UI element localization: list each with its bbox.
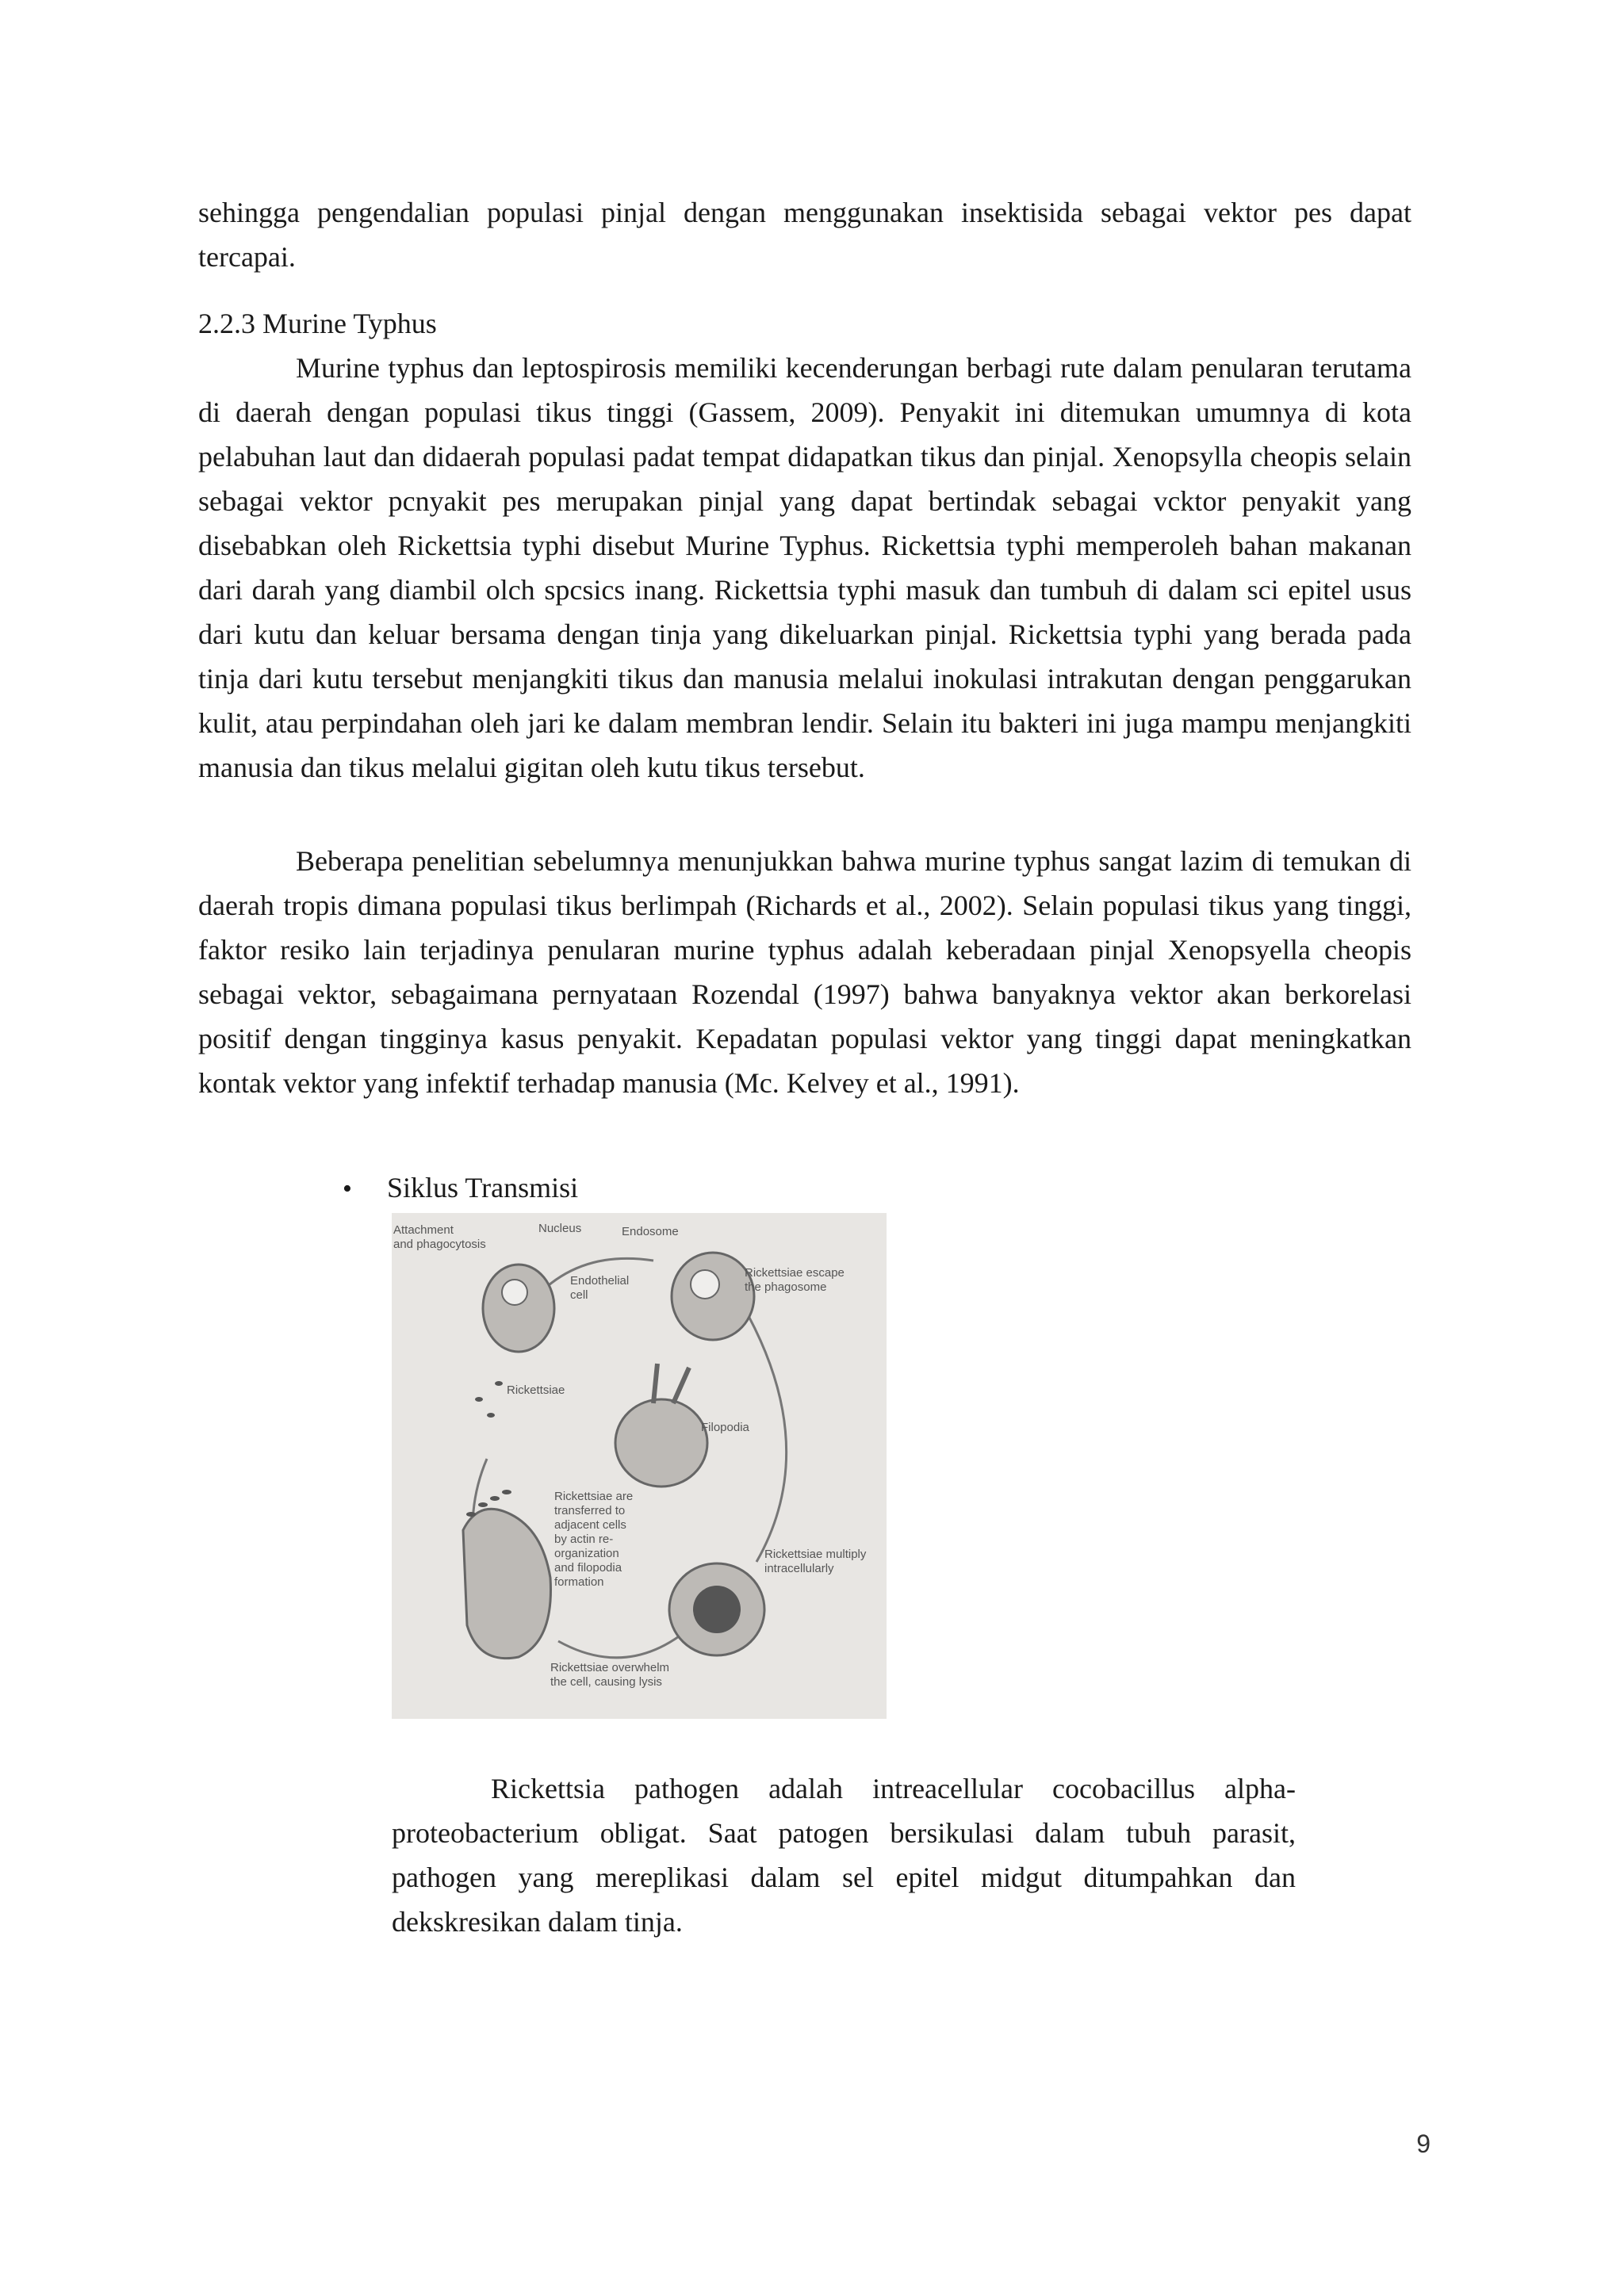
- bullet-item: [343, 1165, 578, 1211]
- phagosome-shape: [691, 1270, 719, 1299]
- bullet-label: Siklus Transmisi: [387, 1172, 579, 1203]
- svg-text:organization: organization: [554, 1547, 619, 1560]
- transmission-cycle-figure: [392, 1213, 887, 1719]
- label-overwhelm-1: Rickettsiae overwhelm: [550, 1661, 670, 1674]
- page-number: 9: [1416, 2130, 1431, 2158]
- svg-text:Rickettsiae are: Rickettsiae are: [554, 1490, 634, 1503]
- label-endosome: Endosome: [622, 1225, 679, 1238]
- label-cell: cell: [570, 1288, 588, 1302]
- filopodia-cell: [615, 1399, 707, 1487]
- label-rickettsiae: Rickettsiae: [507, 1383, 565, 1397]
- figure-caption: Rickettsia pathogen adalah intreacellular cocobacillus alpha-proteobacterium obligat. Saat patogen bersikulasi dalam tubuh parasit, pathogen yang mereplikasi dalam sel epitel midgut ditumpahkan dan dekskresikan dalam tinja.: [392, 1773, 1296, 1938]
- label-escape-1: Rickettsiae escape: [745, 1266, 845, 1280]
- svg-text:and filopodia: and filopodia: [554, 1561, 622, 1575]
- label-attachment: Attachment: [393, 1223, 454, 1237]
- section-heading: 2.2.3 Murine Typhus: [198, 308, 437, 339]
- transmission-cycle-diagram: [392, 1213, 887, 1719]
- label-multiply-2: intracellularly: [764, 1562, 834, 1575]
- bullet-icon: •: [343, 1174, 352, 1203]
- svg-text:transferred to: transferred to: [554, 1504, 626, 1517]
- label-endothelial: Endothelial: [570, 1274, 630, 1288]
- label-nucleus: Nucleus: [538, 1222, 582, 1235]
- section-paragraph-2: Beberapa penelitian sebelumnya menunjukkan bahwa murine typhus sangat lazim di temukan di daerah tropis dimana populasi tikus berlimpah (Richards et al., 2002). Selain populasi tikus yang tinggi, faktor resiko lain terjadinya penularan murine typhus adalah keberadaan pinjal Xenopsyella cheopis sebagai vektor, sebagaimana pernyataan Rozendal (1997) bahwa banyaknya vektor akan berkorelasi positif dengan tingginya kasus penyakit. Kepadatan populasi vektor yang tinggi dapat meningkatkan kontak vektor yang infektif terhadap manusia (Mc. Kelvey et al., 1991).: [198, 845, 1411, 1099]
- label-multiply-1: Rickettsiae multiply: [764, 1548, 867, 1561]
- label-escape-2: the phagosome: [745, 1280, 827, 1294]
- label-overwhelm-2: the cell, causing lysis: [550, 1675, 662, 1689]
- endothelial-cell: [483, 1265, 554, 1352]
- section-paragraph-1: Murine typhus dan leptospirosis memiliki kecenderungan berbagi rute dalam penularan terutama di daerah dengan populasi tikus tinggi (Gassem, 2009). Penyakit ini ditemukan umumnya di kota pelabuhan laut dan didaerah populasi padat tempat didapatkan tikus dan pinjal. Xenopsylla cheopis selain sebagai vektor pcnyakit pes merupakan pinjal yang dapat bertindak sebagai vcktor penyakit yang disebabkan oleh Rickettsia typhi disebut Murine Typhus. Rickettsia typhi memperoleh bahan makanan dari darah yang diambil olch spcsics inang. Rickettsia typhi masuk dan tumbuh di dalam sci epitel usus dari kutu dan keluar bersama dengan tinja yang dikeluarkan pinjal. Rickettsia typhi yang berada pada tinja dari kutu tersebut menjangkiti tikus dan manusia melalui inokulasi intrakutan dengan penggarukan kulit, atau perpindahan oleh jari ke dalam membran lendir. Selain itu bakteri ini juga mampu menjangkiti manusia dan tikus melalui gigitan oleh kutu tikus tersebut.: [198, 352, 1411, 783]
- svg-text:by actin re-: by actin re-: [554, 1533, 614, 1546]
- label-phagocytosis: and phagocytosis: [393, 1238, 486, 1251]
- label-filopodia: Filopodia: [701, 1421, 749, 1434]
- svg-text:formation: formation: [554, 1575, 604, 1589]
- intro-paragraph: sehingga pengendalian populasi pinjal dengan menggunakan insektisida sebagai vektor pes dapat tercapai.: [198, 197, 1411, 273]
- nucleus-shape: [502, 1280, 527, 1305]
- svg-text:adjacent cells: adjacent cells: [554, 1518, 626, 1532]
- bacteria-cluster: [693, 1586, 741, 1633]
